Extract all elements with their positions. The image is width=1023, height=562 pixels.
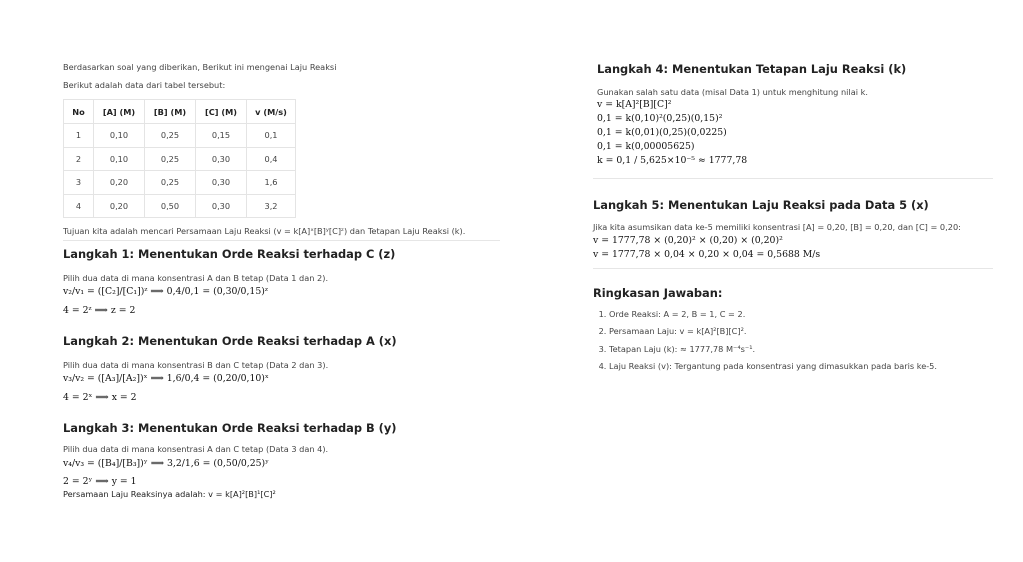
list-item: 2. Persamaan Laju: v = k[A]²[B][C]². [609, 326, 937, 336]
step4-line2: 0,1 = k(0,10)²(0,25)(0,15)² [597, 113, 723, 124]
col-header-no: No [64, 100, 94, 124]
data-table [63, 99, 296, 218]
table-row [64, 147, 296, 171]
divider [593, 178, 993, 179]
table-row [64, 194, 296, 218]
summary-heading: Ringkasan Jawaban: [593, 286, 723, 300]
step5-equation1: v = 1777,78 × (0,20)² × (0,20) × (0,20)² [593, 235, 783, 246]
table-cell: 1 [64, 124, 94, 148]
step4-desc: Gunakan salah satu data (misal Data 1) untuk menghitung nilai k. [597, 87, 868, 97]
step1-desc: Pilih dua data di mana konsentrasi A dan B tetap (Data 1 dan 2). [63, 273, 329, 283]
step3-desc: Pilih dua data di mana konsentrasi A dan C tetap (Data 3 dan 4). [63, 444, 329, 454]
table-cell: 0,20 [94, 194, 145, 218]
table-header-row [64, 100, 296, 124]
table-cell: 0,30 [196, 147, 247, 171]
step2-equation1: v₃/v₂ = ([A₃]/[A₂])ˣ ⟹ 1,6/0,4 = (0,20/0,10)ˣ [63, 373, 269, 384]
table-cell: 2 [64, 147, 94, 171]
step4-line5: k = 0,1 / 5,625×10⁻⁵ ≈ 1777,78 [597, 155, 748, 166]
divider [63, 240, 500, 241]
rate-equation-result: Persamaan Laju Reaksinya adalah: v = k[A]²[B]¹[C]² [63, 489, 276, 499]
table-cell: 0,30 [196, 194, 247, 218]
summary-list [593, 309, 937, 379]
list-item: 3. Tetapan Laju (k): ≈ 1777,78 M⁻⁴s⁻¹. [609, 344, 937, 354]
col-header-c: [C] (M) [196, 100, 247, 124]
col-header-b: [B] (M) [145, 100, 196, 124]
step4-line3: 0,1 = k(0,01)(0,25)(0,0225) [597, 127, 727, 138]
col-header-a: [A] (M) [94, 100, 145, 124]
table-intro-text: Berikut adalah data dari tabel tersebut: [63, 80, 226, 90]
table-cell: 0,25 [145, 171, 196, 195]
divider [593, 268, 993, 269]
table-cell: 0,25 [145, 147, 196, 171]
goal-text: Tujuan kita adalah mencari Persamaan Laju Reaksi (v = k[A]ˣ[B]ʸ[C]ᶻ) dan Tetapan Laju Reaksi (k). [63, 226, 466, 236]
step2-desc: Pilih dua data di mana konsentrasi B dan C tetap (Data 2 dan 3). [63, 360, 329, 370]
table-cell: 0,10 [94, 124, 145, 148]
table-row [64, 124, 296, 148]
col-header-v: v (M/s) [247, 100, 296, 124]
table-cell: 0,4 [247, 147, 296, 171]
step5-equation2: v = 1777,78 × 0,04 × 0,20 × 0,04 = 0,5688 M/s [593, 249, 821, 260]
step2-equation2: 4 = 2ˣ ⟹ x = 2 [63, 392, 137, 403]
step4-line4: 0,1 = k(0,00005625) [597, 141, 695, 152]
table-cell: 0,50 [145, 194, 196, 218]
step3-equation2: 2 = 2ʸ ⟹ y = 1 [63, 476, 137, 487]
step1-equation1: v₂/v₁ = ([C₂]/[C₁])ᶻ ⟹ 0,4/0,1 = (0,30/0,15)ᶻ [63, 286, 268, 297]
table-cell: 0,1 [247, 124, 296, 148]
step2-heading: Langkah 2: Menentukan Orde Reaksi terhadap A (x) [63, 334, 397, 348]
step4-line1: v = k[A]²[B][C]² [597, 99, 672, 110]
step3-equation1: v₄/v₃ = ([B₄]/[B₃])ʸ ⟹ 3,2/1,6 = (0,50/0,25)ʸ [63, 458, 270, 469]
table-cell: 0,30 [196, 171, 247, 195]
intro-text: Berdasarkan soal yang diberikan, Berikut ini mengenai Laju Reaksi [63, 62, 337, 72]
table-cell: 4 [64, 194, 94, 218]
list-item: 4. Laju Reaksi (v): Tergantung pada konsentrasi yang dimasukkan pada baris ke-5. [609, 361, 937, 371]
table-cell: 0,15 [196, 124, 247, 148]
step1-equation2: 4 = 2ᶻ ⟹ z = 2 [63, 305, 136, 316]
step1-heading: Langkah 1: Menentukan Orde Reaksi terhadap C (z) [63, 247, 396, 261]
step4-heading: Langkah 4: Menentukan Tetapan Laju Reaksi (k) [597, 62, 907, 76]
table-cell: 0,25 [145, 124, 196, 148]
table-cell: 0,20 [94, 171, 145, 195]
table-cell: 3 [64, 171, 94, 195]
list-item: 1. Orde Reaksi: A = 2, B = 1, C = 2. [609, 309, 937, 319]
step5-desc: Jika kita asumsikan data ke-5 memiliki konsentrasi [A] = 0,20, [B] = 0,20, dan [C] = 0,20: [593, 222, 961, 232]
table-cell: 0,10 [94, 147, 145, 171]
step5-heading: Langkah 5: Menentukan Laju Reaksi pada Data 5 (x) [593, 198, 929, 212]
table-row [64, 171, 296, 195]
table-cell: 1,6 [247, 171, 296, 195]
table-cell: 3,2 [247, 194, 296, 218]
step3-heading: Langkah 3: Menentukan Orde Reaksi terhadap B (y) [63, 421, 397, 435]
